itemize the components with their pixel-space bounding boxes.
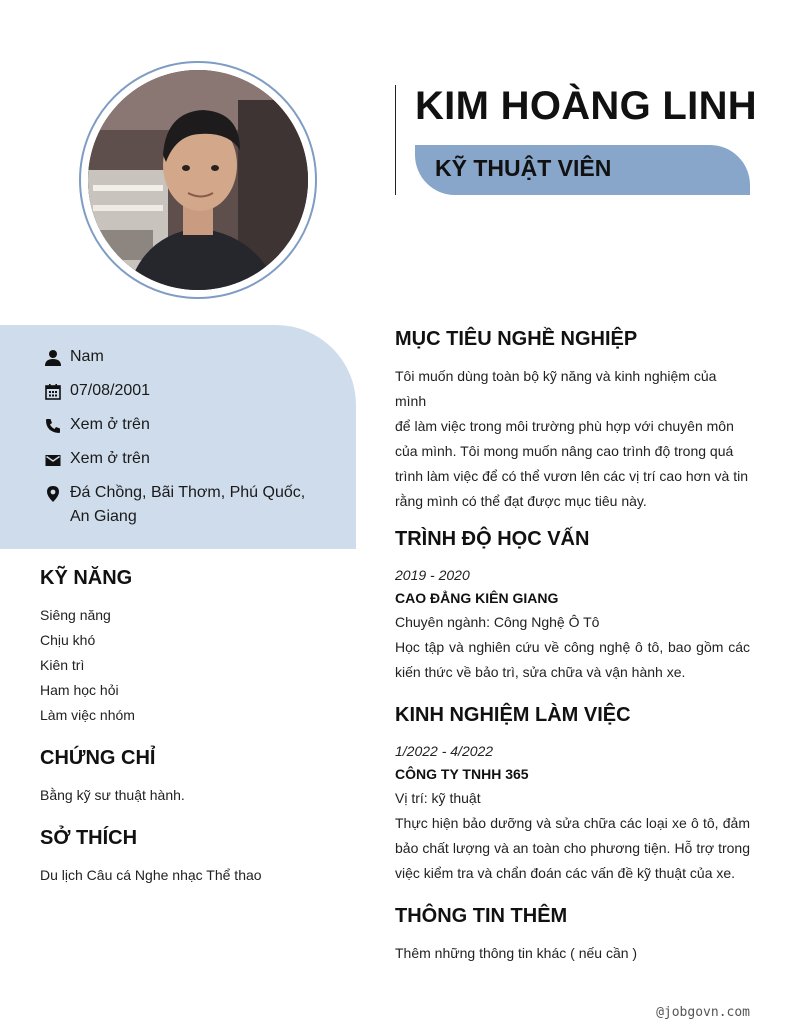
phone-value: Xem ở trên (70, 416, 150, 433)
additional-text: Thêm những thông tin khác ( nếu cần ) (395, 945, 638, 961)
address-line-1: Đá Chồng, Bãi Thơm, Phú Quốc, (70, 484, 306, 501)
calendar-icon (44, 383, 62, 401)
objective-line: Tôi muốn dùng toàn bộ kỹ năng và kinh nghiệm của mình (395, 368, 717, 409)
avatar-photo (88, 70, 308, 290)
skill-item: Chịu khó (40, 632, 96, 648)
mail-icon (44, 451, 62, 469)
hobbies-text: Du lịch Câu cá Nghe nhạc Thể thao (40, 867, 262, 883)
avatar (88, 70, 308, 290)
certificates-title: CHỨNG CHỈ (40, 747, 156, 769)
contact-email (44, 450, 150, 471)
contact-birthdate (44, 382, 150, 403)
experience-description: Thực hiện bảo dưỡng và sửa chữa các loại xe ô tô, đảm bảo chất lượng và an toàn cho phương tiện. Hỗ trợ trong việc kiểm tra và chẩn đoán các vấn đề kỹ thuật của xe. (395, 815, 750, 881)
contact-phone (44, 416, 150, 437)
objective-line: để làm việc trong môi trường phù hợp với chuyên môn (395, 418, 734, 434)
skill-item: Ham học hỏi (40, 682, 119, 698)
candidate-name: KIM HOÀNG LINH (415, 84, 757, 128)
additional-title: THÔNG TIN THÊM (395, 905, 568, 927)
objective-title: MỤC TIÊU NGHỀ NGHIỆP (395, 328, 638, 350)
experience-company: CÔNG TY TNHH 365 (395, 766, 529, 782)
education-period: 2019 - 2020 (395, 567, 470, 583)
education-title: TRÌNH ĐỘ HỌC VẤN (395, 528, 590, 550)
education-description: Học tập và nghiên cứu về công nghệ ô tô, bao gồm các kiến thức về bảo trì, sửa chữa và vận hành xe. (395, 639, 750, 680)
person-icon (44, 349, 62, 367)
hobbies-title: SỞ THÍCH (40, 827, 138, 849)
objective-line: rằng mình có thể đạt được mục tiêu này. (395, 493, 647, 509)
address-value (70, 481, 305, 529)
objective-text (395, 364, 750, 514)
education-major: Chuyên ngành: Công Nghệ Ô Tô (395, 614, 600, 630)
contact-address (44, 484, 305, 529)
watermark: @jobgovn.com (656, 1005, 750, 1020)
header-divider (395, 85, 396, 195)
skill-item: Làm việc nhóm (40, 707, 135, 723)
objective-line: trình làm việc để có thể vươn lên các vị trí cao hơn và tin (395, 468, 749, 484)
skill-item: Kiên trì (40, 657, 85, 673)
experience-position: Vị trí: kỹ thuật (395, 790, 481, 806)
email-value: Xem ở trên (70, 450, 150, 467)
contact-gender (44, 348, 104, 369)
experience-period: 1/2022 - 4/2022 (395, 743, 494, 759)
skill-item: Siêng năng (40, 607, 111, 623)
location-pin-icon (44, 485, 62, 503)
skills-title: KỸ NĂNG (40, 567, 133, 589)
objective-line: của mình. Tôi mong muốn nâng cao trình độ trong quá (395, 443, 734, 459)
education-school: CAO ĐẲNG KIÊN GIANG (395, 590, 559, 606)
address-line-2: An Giang (70, 508, 137, 525)
phone-icon (44, 417, 62, 435)
experience-title: KINH NGHIỆM LÀM VIỆC (395, 704, 631, 726)
birthdate-value: 07/08/2001 (70, 382, 151, 399)
certificate-item: Bằng kỹ sư thuật hành. (40, 787, 185, 803)
gender-value: Nam (70, 348, 104, 365)
job-title: KỸ THUẬT VIÊN (435, 155, 612, 181)
